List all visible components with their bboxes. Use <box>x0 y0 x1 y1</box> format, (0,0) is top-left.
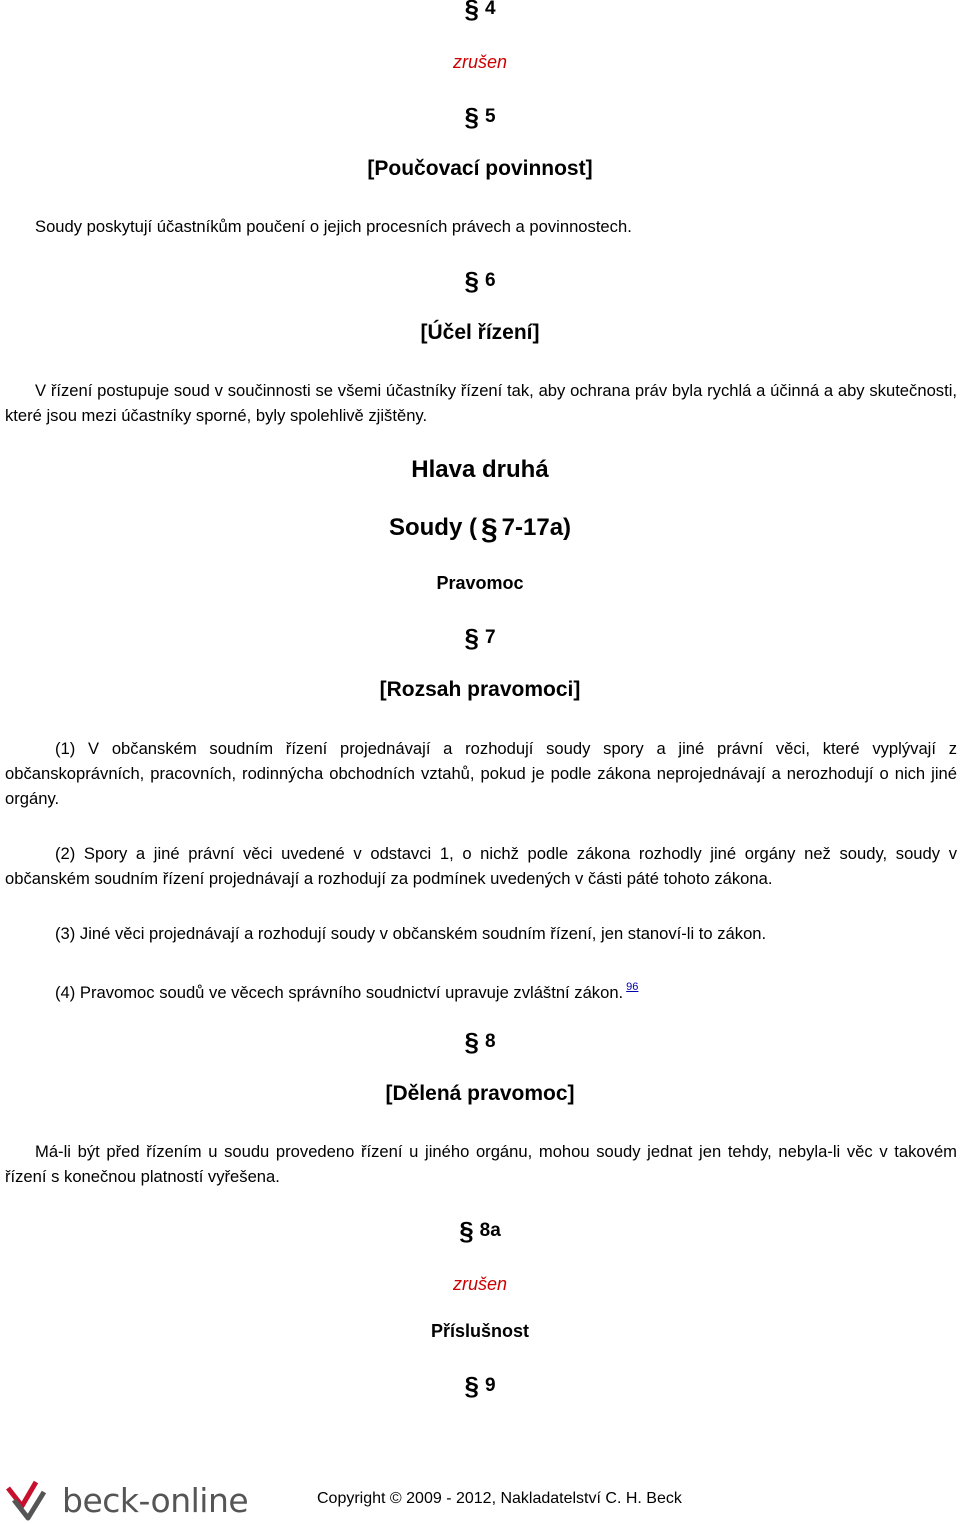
section-8-text: Má-li být před řízením u soudu provedeno řízení u jiného orgánu, mohou soudy jednat jen tehdy, nebyla-li věc v takovém řízení s konečnou platností vyřešena. <box>5 1142 957 1186</box>
logo-text: beck-online <box>62 1480 249 1520</box>
section-4-repealed: zrušen <box>452 52 508 72</box>
section-symbol: § <box>464 102 479 132</box>
section-symbol: § <box>480 513 498 546</box>
section-7-title: [Rozsah pravomoci] <box>379 678 581 701</box>
copyright-notice: Copyright © 2009 - 2012, Nakladatelství C. H. Beck <box>317 1490 682 1507</box>
section-7-paragraph-1: (1) V občanském soudním řízení projednávají a rozhodují soudy spory a jiné právní věci, které vyplývají z občanskoprávních, pracovních, rodinnýcha obchodních vztahů, pokud je podle zákona neprojednávají a nerozhodují o nich jiné orgány. <box>5 739 957 808</box>
beck-logo-icon <box>6 1478 48 1522</box>
section-4-heading: § 4 <box>0 0 960 22</box>
section-symbol: § <box>464 1027 479 1057</box>
part-heading-pravomoc: Pravomoc <box>436 573 524 593</box>
section-9-heading: § 9 <box>464 1371 496 1401</box>
section-7-paragraph-2: (2) Spory a jiné právní věci uvedené v odstavci 1, o nichž podle zákona rozhodly jiné orgány než soudy, soudy v občanském soudním řízení projednávají a rozhodují za podmínek uvedených v části páté tohoto zákona. <box>5 844 957 888</box>
beck-online-logo[interactable] <box>6 1476 248 1524</box>
section-7-paragraph-3: (3) Jiné věci projednávají a rozhodují soudy v občanském soudním řízení, jen stanoví-li to zákon. <box>55 924 767 943</box>
section-5-text: Soudy poskytují účastníkům poučení o jejich procesních právech a povinnostech. <box>35 217 632 236</box>
chapter-heading: Hlava druhá <box>411 456 549 483</box>
section-symbol: § <box>464 623 479 653</box>
section-6-text: V řízení postupuje soud v součinnosti se všemi účastníky řízení tak, aby ochrana práv byla rychlá a účinná a aby skutečnosti, které jsou mezi účastníky sporné, byly spolehlivě zjištěny. <box>5 381 957 425</box>
footnote-link[interactable]: 96 <box>626 981 639 993</box>
section-5-title: [Poučovací povinnost] <box>367 157 593 180</box>
section-6-heading: § 6 <box>464 266 496 296</box>
section-symbol: § <box>464 1371 479 1401</box>
section-symbol: § <box>459 1216 474 1246</box>
section-symbol: § <box>464 266 479 296</box>
section-8a-heading: § 8a <box>459 1216 501 1246</box>
section-5-heading: § 5 <box>464 102 496 132</box>
section-7-heading: § 7 <box>464 623 496 653</box>
chapter-subtitle: Soudy ( § 7-17a) <box>388 513 572 546</box>
section-7-paragraph-4: (4) Pravomoc soudů ve věcech správního soudnictví upravuje zvláštní zákon. $^{96}$ <box>55 981 639 1002</box>
section-symbol: § <box>464 0 479 24</box>
section-6-title: [Účel řízení] <box>420 321 540 344</box>
section-8-title: [Dělená pravomoc] <box>385 1082 575 1105</box>
part-heading-prislusnost: Příslušnost <box>430 1321 530 1341</box>
section-8-heading: § 8 <box>464 1027 496 1057</box>
section-8a-repealed: zrušen <box>452 1274 508 1294</box>
